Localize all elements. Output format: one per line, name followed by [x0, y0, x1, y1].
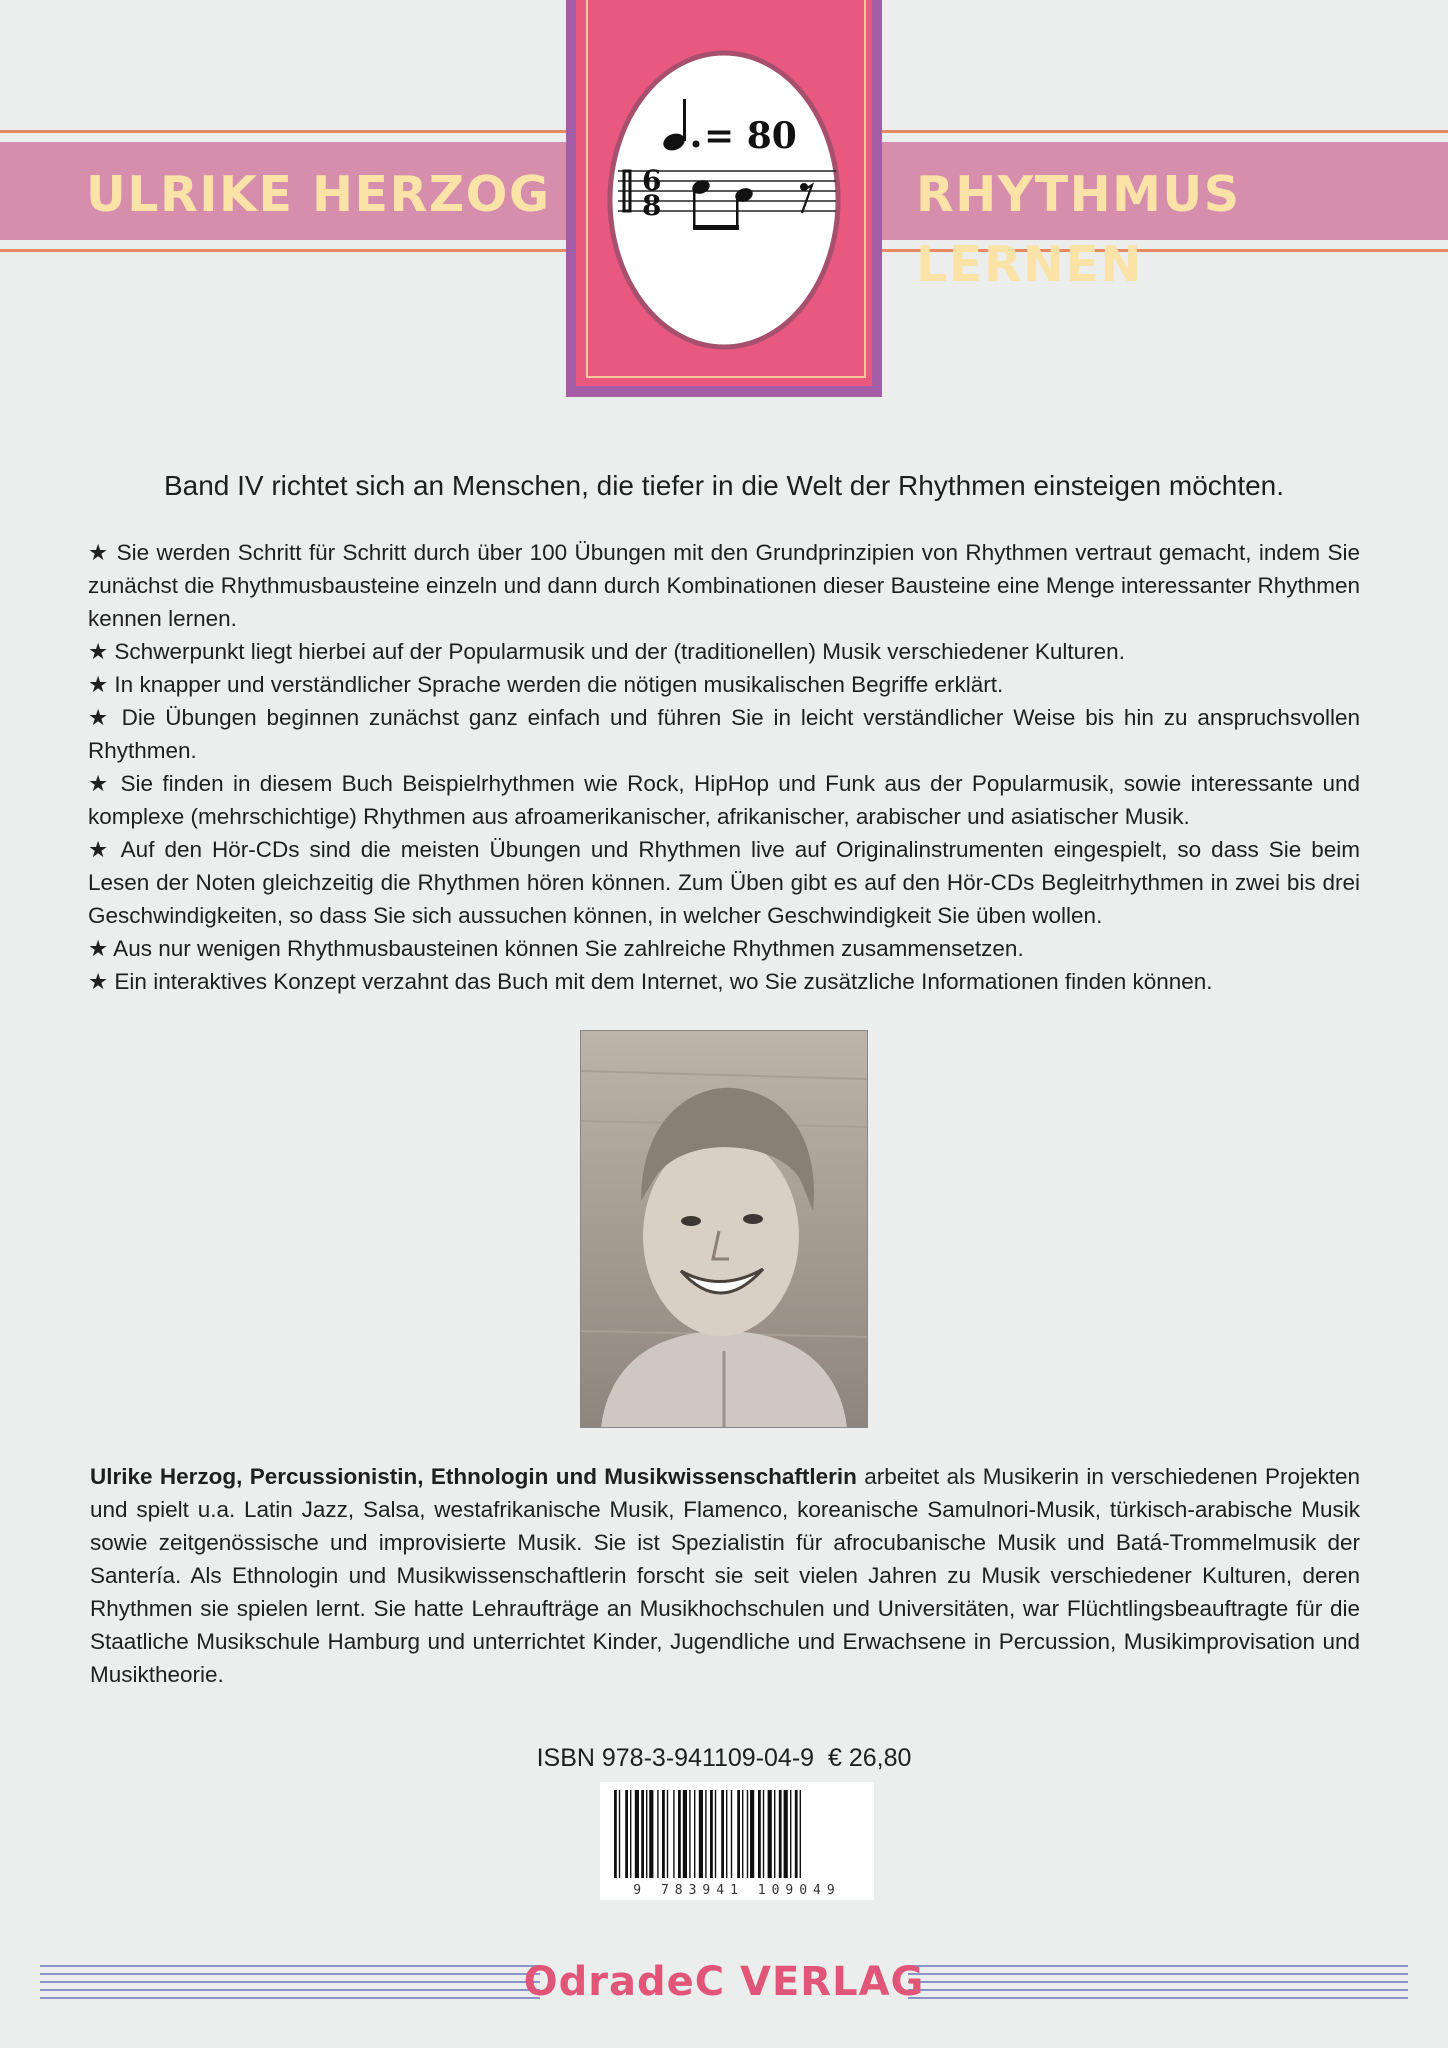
barcode-bar [619, 1790, 620, 1878]
author-bio [90, 1460, 1360, 1691]
tempo-marking: = 80 [704, 115, 797, 157]
barcode-bar [800, 1790, 801, 1878]
publisher-name: OdradeC VERLAG [523, 1959, 925, 2005]
author-bio-name: Ulrike Herzog, Percussionistin, Ethnologin und Musikwissenschaftlerin [90, 1464, 857, 1489]
barcode-bar [699, 1790, 703, 1878]
isbn-line [0, 1740, 1448, 1776]
barcode-bar [750, 1790, 754, 1878]
barcode-bar [768, 1790, 772, 1878]
time-signature-top: 6 [642, 164, 662, 197]
music-emblem [604, 47, 844, 353]
barcode-bar [667, 1790, 668, 1878]
barcode-bar [784, 1790, 788, 1878]
feature-item: ★ Aus nur wenigen Rhythmusbausteinen können Sie zahlreiche Rhythmen zusammensetzen. [88, 936, 1024, 961]
barcode-bar [657, 1790, 658, 1878]
barcode-bar [694, 1790, 695, 1878]
author-bio-text: arbeitet als Musikerin in verschiedenen Projekten und spielt u.a. Latin Jazz, Salsa, westafrikanische Musik, Flamenco, koreanische Samulnori-Musik, türkisch-arabische Musik sowie zeitgenössische und improvisierte Musik. Sie ist Spezialistin für afrocubanische Musik und Batá-Trommelmusik der Santería. Als Ethnologin und Musikwissenschaftlerin forscht sie seit vielen Jahren zu Musik verschiedener Kulturen, deren Rhythmen sie spielen lernt. Sie hatte Lehraufträge an Musikhochschulen und Universitäten, war Flüchtlingsbeauftragte für die Staatliche Musikschule Hamburg und unterrichtet Kinder, Jugendliche und Erwachsene in Percussion, Musikimprovisation und Musiktheorie. [90, 1464, 1360, 1687]
feature-item: ★ Auf den Hör-CDs sind die meisten Übungen und Rhythmen live auf Originalinstrumenten eingespielt, so dass Sie beim Lesen der Noten gleichzeitig die Rhythmen hören können. Zum Üben gibt es auf den Hör-CDs Begleitrhythmen in zwei bis drei Geschwindigkeiten, so dass Sie sich aussuchen können, in welcher Geschwindigkeit Sie üben wollen. [88, 837, 1360, 928]
barcode-bar [758, 1790, 761, 1878]
price: € 26,80 [827, 1744, 912, 1772]
barcode-bar [795, 1790, 798, 1878]
barcode-bar [678, 1790, 681, 1878]
feature-item: ★ Die Übungen beginnen zunächst ganz einfach und führen Sie in leicht verständlicher Weise bis hin zu anspruchsvollen Rhythmen. [88, 705, 1360, 763]
author-name: ULRIKE HERZOG [86, 166, 551, 223]
barcode-bar [705, 1790, 706, 1878]
barcode-bar [715, 1790, 716, 1878]
isbn-number: ISBN 978-3-941109-04-9 [536, 1744, 815, 1772]
barcode-bar [726, 1790, 727, 1878]
barcode-bar [747, 1790, 748, 1878]
barcode-bar [790, 1790, 791, 1878]
feature-item: ★ Sie finden in diesem Buch Beispielrhythmen wie Rock, HipHop und Funk aus der Popularmusik, sowie interessante und komplexe (mehrschichtige) Rhythmen aus afroamerikanischer, afrikanischer, arabischer und asiatischer Musik. [88, 771, 1360, 829]
barcode-bar [641, 1790, 644, 1878]
barcode-bar [614, 1790, 617, 1878]
barcode-digits: 9 783941 109049 [633, 1883, 841, 1898]
feature-item: ★ In knapper und verständlicher Sprache werden die nötigen musikalischen Begriffe erklärt. [88, 672, 1004, 697]
barcode-bar [774, 1790, 775, 1878]
time-signature-bottom: 8 [642, 189, 662, 222]
barcode-bar [646, 1790, 647, 1878]
barcode-bar [683, 1790, 687, 1878]
barcode-bar [721, 1790, 724, 1878]
feature-list [88, 536, 1360, 998]
book-title: RHYTHMUS LERNEN [916, 166, 1241, 293]
barcode-bar [635, 1790, 639, 1878]
barcode-bar [731, 1790, 732, 1878]
barcode-bar [625, 1790, 628, 1878]
author-portrait-image [581, 1031, 867, 1427]
intro-text: Band IV richtet sich an Menschen, die tiefer in die Welt der Rhythmen einsteigen möchten. [163, 470, 1285, 501]
barcode-bar [630, 1790, 631, 1878]
feature-item: ★ Schwerpunkt liegt hierbei auf der Popularmusik und der (traditionellen) Musik verschiedener Kulturen. [88, 639, 1125, 664]
barcode-bar [763, 1790, 764, 1878]
author-photo [580, 1030, 868, 1428]
barcode-bar [742, 1790, 743, 1878]
barcode-bar [779, 1790, 782, 1878]
barcode [600, 1782, 874, 1900]
barcode-bar [689, 1790, 690, 1878]
barcode-bar [649, 1790, 653, 1878]
barcode-bar [737, 1790, 740, 1878]
feature-item: ★ Sie werden Schritt für Schritt durch über 100 Übungen mit den Grundprinzipien von Rhythmen vertraut gemacht, indem Sie zunächst die Rhythmusbausteine einzeln und dann durch Kombinationen dieser Bausteine eine Menge interessanter Rhythmen kennen lernen. [88, 540, 1360, 631]
barcode-bar [710, 1790, 713, 1878]
barcode-bar [673, 1790, 674, 1878]
barcode-bar [662, 1790, 665, 1878]
feature-item: ★ Ein interaktives Konzept verzahnt das Buch mit dem Internet, wo Sie zusätzliche Informationen finden können. [88, 969, 1213, 994]
